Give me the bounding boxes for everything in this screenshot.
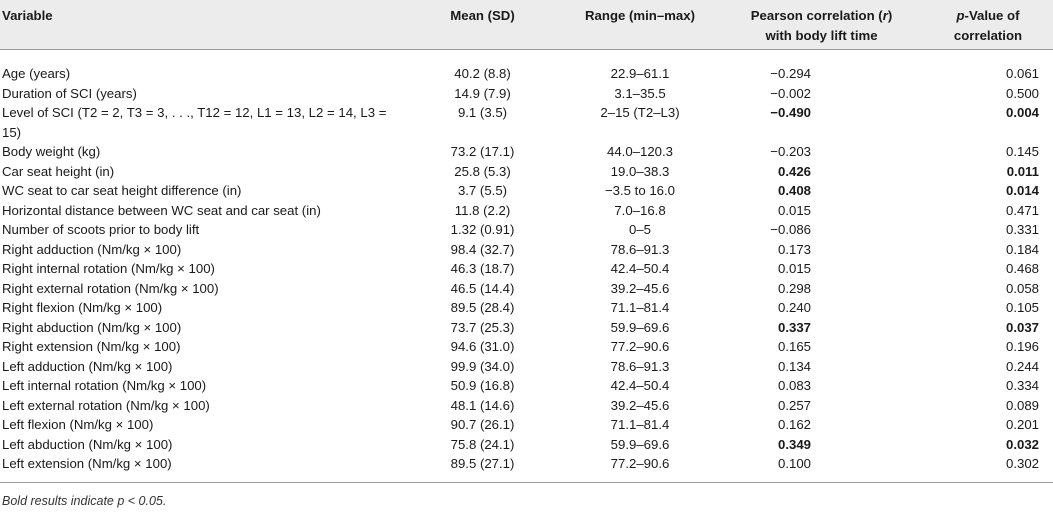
cell-mean: 73.2 (17.1) xyxy=(450,144,515,159)
cell-pearson-r: 0.083 xyxy=(777,378,811,393)
cell-mean: 89.5 (28.4) xyxy=(450,300,515,315)
cell-mean: 1.32 (0.91) xyxy=(450,222,515,237)
table-row xyxy=(0,64,1053,84)
cell-variable: Right external rotation (Nm/kg × 100) xyxy=(2,280,219,296)
cell-p-value: 0.058 xyxy=(1005,280,1039,296)
table-row xyxy=(0,357,1053,377)
cell-mean: 46.5 (14.4) xyxy=(450,280,515,296)
table-spacer xyxy=(0,50,1053,65)
cell-p-value: 0.500 xyxy=(1005,85,1039,101)
table-row xyxy=(0,240,1053,260)
cell-mean: 99.9 (34.0) xyxy=(450,358,515,374)
cell-pearson-r: 0.165 xyxy=(777,339,811,354)
cell-mean: 94.6 (31.0) xyxy=(450,339,515,354)
table-header-row xyxy=(0,0,1053,50)
cell-range: 22.9–61.1 xyxy=(610,66,670,81)
table-footnote: Bold results indicate p < 0.05. xyxy=(0,482,1053,512)
header-pearson-line1: Pearson correlation ( xyxy=(750,8,883,23)
cell-variable: Horizontal distance between WC seat and car seat (in) xyxy=(2,202,321,218)
cell-mean: 46.3 (18.7) xyxy=(450,261,515,276)
cell-range: 0–5 xyxy=(628,222,651,237)
cell-variable: Number of scoots prior to body lift xyxy=(2,222,200,237)
table-body xyxy=(0,50,1053,483)
cell-pearson-r: −0.002 xyxy=(770,85,811,101)
cell-p-value: 0.089 xyxy=(1005,397,1039,413)
cell-variable: Left flexion (Nm/kg × 100) xyxy=(2,417,154,432)
header-pvalue-line1: -Value of xyxy=(964,8,1020,23)
cell-mean: 14.9 (7.9) xyxy=(454,85,511,101)
header-variable: Variable xyxy=(0,0,405,50)
cell-variable: Car seat height (in) xyxy=(2,163,115,179)
header-pearson-line2: with body lift time xyxy=(765,27,878,43)
cell-mean: 50.9 (16.8) xyxy=(450,378,515,393)
table-row xyxy=(0,318,1053,338)
table-row xyxy=(0,84,1053,104)
cell-p-value: 0.471 xyxy=(1005,202,1039,218)
table-row xyxy=(0,181,1053,201)
cell-pearson-r: 0.015 xyxy=(777,261,811,276)
cell-mean: 89.5 (27.1) xyxy=(450,456,515,471)
cell-range: 77.2–90.6 xyxy=(610,339,670,354)
cell-p-value: 0.145 xyxy=(1005,144,1039,159)
table-row xyxy=(0,454,1053,482)
cell-pearson-r: 0.298 xyxy=(777,280,811,296)
cell-variable: Left abduction (Nm/kg × 100) xyxy=(2,436,173,452)
cell-range: 44.0–120.3 xyxy=(606,144,673,159)
table-row xyxy=(0,142,1053,162)
cell-range: 42.4–50.4 xyxy=(610,378,670,393)
table-footer-row xyxy=(0,482,1053,512)
cell-variable: WC seat to car seat height difference (in) xyxy=(2,183,242,198)
cell-pearson-r: 0.240 xyxy=(777,300,811,315)
table-row xyxy=(0,103,1053,142)
cell-mean: 11.8 (2.2) xyxy=(454,202,511,218)
cell-variable: Left extension (Nm/kg × 100) xyxy=(2,456,172,471)
cell-variable: Right flexion (Nm/kg × 100) xyxy=(2,300,163,315)
cell-variable: Body weight (kg) xyxy=(2,144,101,159)
cell-p-value: 0.061 xyxy=(1005,66,1039,81)
cell-pearson-r: 0.015 xyxy=(777,202,811,218)
cell-p-value: 0.334 xyxy=(1005,378,1039,393)
cell-pearson-r: 0.426 xyxy=(777,163,811,179)
cell-range: 19.0–38.3 xyxy=(610,163,670,179)
cell-p-value: 0.004 xyxy=(1005,105,1039,120)
cell-range: 77.2–90.6 xyxy=(610,456,670,471)
cell-mean: 73.7 (25.3) xyxy=(450,319,515,335)
cell-p-value: 0.244 xyxy=(1005,358,1039,374)
header-pearson-symbol: r xyxy=(882,8,888,23)
cell-variable: Left internal rotation (Nm/kg × 100) xyxy=(2,378,207,393)
table-row xyxy=(0,396,1053,416)
cell-mean: 9.1 (3.5) xyxy=(457,105,508,120)
header-pvalue xyxy=(923,0,1053,50)
cell-pearson-r: −0.490 xyxy=(770,105,811,120)
cell-variable: Left adduction (Nm/kg × 100) xyxy=(2,358,173,374)
cell-variable: Left external rotation (Nm/kg × 100) xyxy=(2,397,210,413)
cell-range: 3.1–35.5 xyxy=(614,85,666,101)
cell-range: 59.9–69.6 xyxy=(610,436,670,452)
cell-pearson-r: 0.162 xyxy=(777,417,811,432)
cell-mean: 3.7 (5.5) xyxy=(457,183,508,198)
cell-pearson-r: 0.173 xyxy=(777,241,811,257)
cell-variable: Right extension (Nm/kg × 100) xyxy=(2,339,181,354)
cell-p-value: 0.037 xyxy=(1005,319,1039,335)
cell-p-value: 0.201 xyxy=(1005,417,1039,432)
cell-pearson-r: 0.337 xyxy=(777,319,811,335)
cell-range: 42.4–50.4 xyxy=(610,261,670,276)
cell-mean: 75.8 (24.1) xyxy=(450,436,515,452)
cell-p-value: 0.184 xyxy=(1005,241,1039,257)
cell-pearson-r: −0.294 xyxy=(770,66,811,81)
cell-range: 78.6–91.3 xyxy=(610,358,670,374)
cell-p-value: 0.468 xyxy=(1005,261,1039,276)
table-row xyxy=(0,376,1053,396)
cell-p-value: 0.331 xyxy=(1005,222,1039,237)
cell-pearson-r: 0.408 xyxy=(777,183,811,198)
cell-p-value: 0.011 xyxy=(1006,163,1039,179)
cell-range: 7.0–16.8 xyxy=(614,202,666,218)
header-range: Range (min–max) xyxy=(560,0,720,50)
cell-variable: Right adduction (Nm/kg × 100) xyxy=(2,241,182,257)
cell-mean: 48.1 (14.6) xyxy=(450,397,515,413)
table-row xyxy=(0,220,1053,240)
cell-pearson-r: −0.203 xyxy=(770,144,811,159)
cell-pearson-r: −0.086 xyxy=(770,222,811,237)
table-row xyxy=(0,201,1053,221)
cell-pearson-r: 0.257 xyxy=(777,397,811,413)
cell-pearson-r: 0.349 xyxy=(777,436,811,452)
cell-variable: Right internal rotation (Nm/kg × 100) xyxy=(2,261,215,276)
cell-p-value: 0.105 xyxy=(1005,300,1039,315)
cell-p-value: 0.302 xyxy=(1005,456,1039,471)
cell-mean: 98.4 (32.7) xyxy=(450,241,515,257)
cell-p-value: 0.032 xyxy=(1005,436,1039,452)
header-mean: Mean (SD) xyxy=(405,0,560,50)
cell-range: 78.6–91.3 xyxy=(610,241,670,257)
cell-range: 39.2–45.6 xyxy=(610,397,670,413)
cell-variable: Level of SCI (T2 = 2, T3 = 3, . . ., T12 = 12, L1 = 13, L2 = 14, L3 = 15) xyxy=(2,105,387,140)
cell-mean: 90.7 (26.1) xyxy=(450,417,515,432)
cell-range: 59.9–69.6 xyxy=(610,319,670,335)
cell-variable: Right abduction (Nm/kg × 100) xyxy=(2,319,182,335)
cell-mean: 25.8 (5.3) xyxy=(454,163,511,179)
table-row xyxy=(0,337,1053,357)
cell-variable: Duration of SCI (years) xyxy=(2,85,137,101)
cell-range: 2–15 (T2–L3) xyxy=(600,105,680,120)
cell-range: 71.1–81.4 xyxy=(610,300,670,315)
header-pvalue-line2: correlation xyxy=(953,27,1023,43)
cell-range: 71.1–81.4 xyxy=(610,417,670,432)
table-row xyxy=(0,259,1053,279)
cell-mean: 40.2 (8.8) xyxy=(454,66,511,81)
table-row xyxy=(0,162,1053,182)
header-pvalue-symbol: p xyxy=(956,8,965,23)
table-row xyxy=(0,415,1053,435)
cell-p-value: 0.196 xyxy=(1005,339,1039,354)
cell-pearson-r: 0.100 xyxy=(777,456,811,471)
cell-p-value: 0.014 xyxy=(1005,183,1039,198)
header-pearson-line1-end: ) xyxy=(887,8,893,23)
cell-variable: Age (years) xyxy=(2,66,71,81)
cell-range: 39.2–45.6 xyxy=(610,280,670,296)
header-pearson xyxy=(720,0,923,50)
cell-range: −3.5 to 16.0 xyxy=(604,183,676,198)
table-row xyxy=(0,435,1053,455)
cell-pearson-r: 0.134 xyxy=(777,358,811,374)
table-row xyxy=(0,279,1053,299)
table-row xyxy=(0,298,1053,318)
